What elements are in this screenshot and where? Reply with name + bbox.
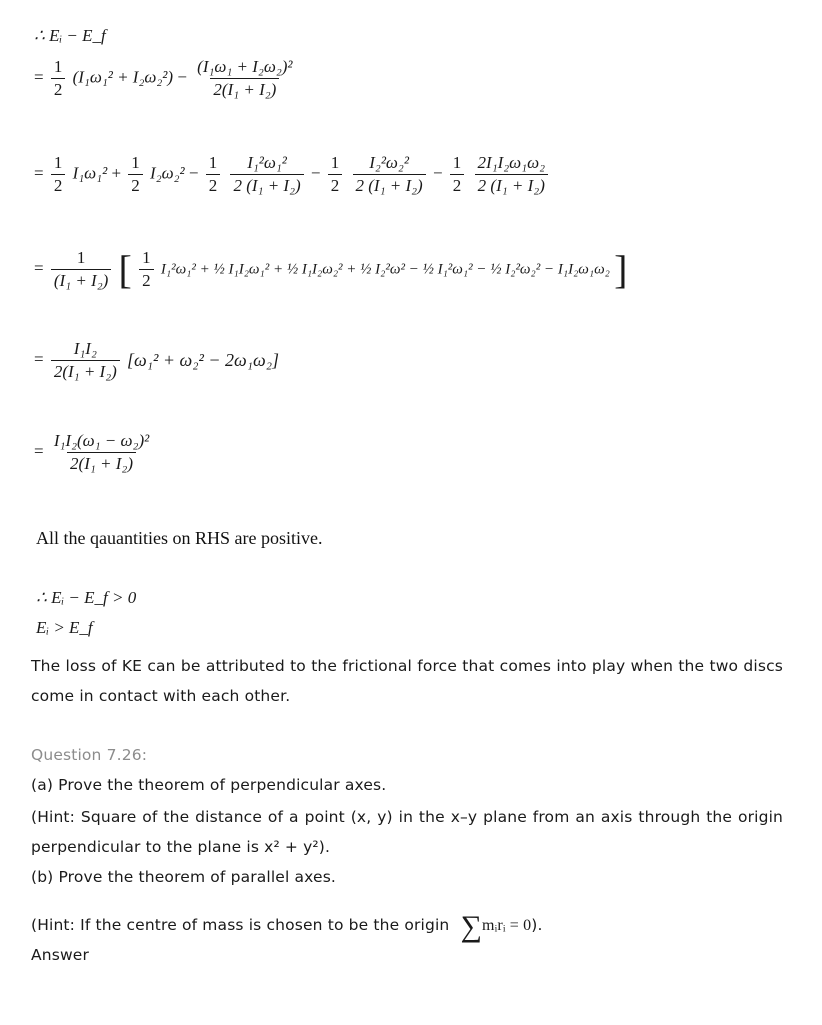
- equation-line-5: = $\frac{\text{I₁I₂(ω₁ − ω₂)²}}{\text{2(I₁ + I₂)}}$: [34, 431, 150, 473]
- answer-label: Answer: [31, 946, 89, 964]
- question-heading: Question 7.26:: [31, 746, 148, 764]
- hint-b-formula: mᵢrᵢ = 0: [482, 917, 532, 934]
- question-hint-a: (Hint: Square of the distance of a point (x, y) in the x–y plane from an axis through the origin perpendicular to the plane is x² + y²).: [31, 808, 783, 856]
- question-part-a: (a) Prove the theorem of perpendicular axes.: [31, 776, 387, 794]
- equation-line-4: = $\frac{\text{I₁I₂}}{\text{2(I₁ + I₂)}}$ [ω₁² + ω₂² − 2ω₁ω₂]: [34, 339, 279, 381]
- equation-line-3: = $\frac{1}{\text{(I₁ + I₂)}}$ [ $\frac{1}{2}$ I₁²ω₁² + ½ I₁I₂ω₁² + ½ I₁I₂ω₂² + ½ I₂²ω² − ½ I₁²ω₁² − ½ I₂²ω₂² − I₁I₂ω₁ω₂ ]: [34, 247, 628, 292]
- statement-rhs: All the qauantities on RHS are positive.: [36, 528, 323, 548]
- question-part-b: (b) Prove the theorem of parallel axes.: [31, 868, 337, 886]
- summation-icon: ∑: [460, 910, 483, 943]
- question-hint-b: (Hint: If the centre of mass is chosen to be the origin ∑mᵢrᵢ = 0).: [31, 910, 543, 943]
- fraction-half: $\frac{1}{2}$: [51, 58, 66, 99]
- equation-line-2: = $\frac{1}{2}$ I₁ω₁² + $\frac{1}{2}$ I₂ω₂² − $\frac{1}{2}$ $\frac{\text{I₁²ω₁²}}{\text{2 (I₁ + I₂)}}$ − $\frac{1}{2}$ $\frac{\text{I₂²ω₂²}}{\text{2 (I₁ + I₂)}}$ − $\frac{1}{2}$ $\frac{\text{2I₁I₂ω₁ω₂}}{\text{2 (I₁ + I₂)}}$: [34, 154, 551, 195]
- equation-line-0: [34, 26, 106, 46]
- equation-term: (I₁ω₁² + I₂ω₂²): [72, 67, 174, 87]
- conclusion-line-1: ∴ Eᵢ − E_f > 0: [36, 588, 137, 607]
- paragraph-loss-of-ke: The loss of KE can be attributed to the frictional force that comes into play when the two discs come in contact with each other.: [31, 657, 783, 705]
- equation-text: ∴ Eᵢ − E_f: [34, 26, 106, 45]
- fraction-term: $\frac{\text{(I₁ω₁ + I₂ω₂)²}}{\text{2(I₁ + I₂)}}$: [197, 57, 293, 99]
- conclusion-line-2: Eᵢ > E_f: [36, 618, 93, 637]
- equation-line-1: = $\frac{1}{2}$ (I₁ω₁² + I₂ω₂²) − $\frac{\text{(I₁ω₁ + I₂ω₂)²}}{\text{2(I₁ + I₂)}}$: [34, 58, 299, 99]
- hint-b-text: (Hint: If the centre of mass is chosen to be the origin: [31, 916, 450, 934]
